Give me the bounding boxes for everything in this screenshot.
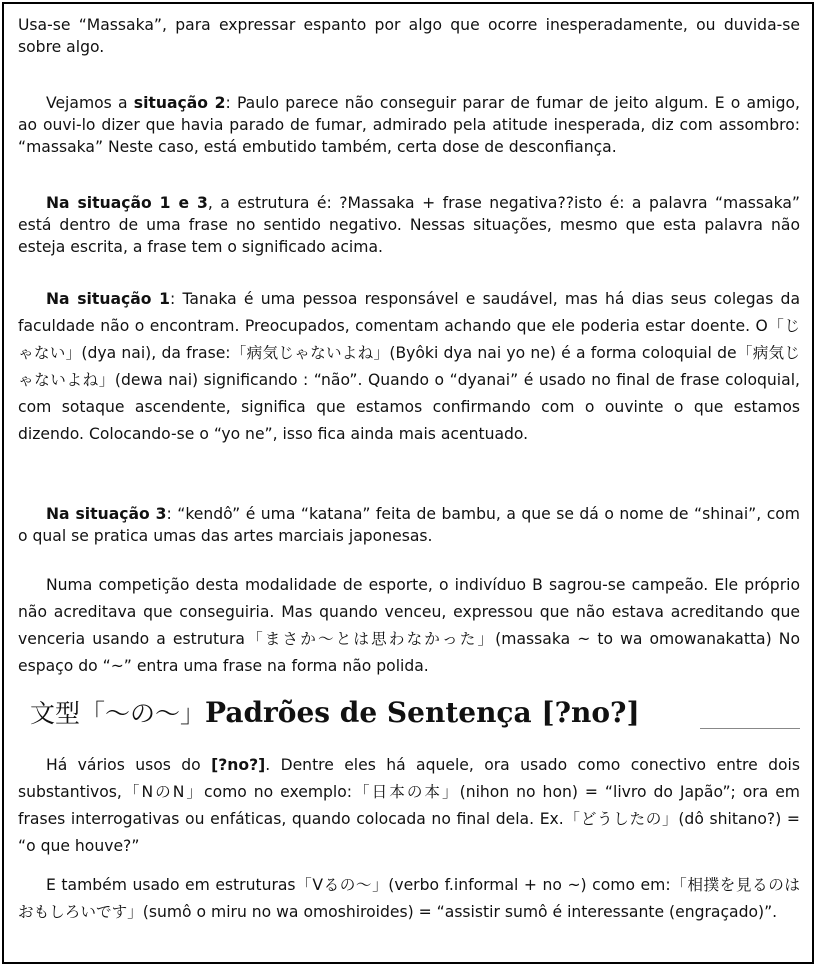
paragraph-text: Vejamos a [46, 94, 134, 112]
heading-underline [700, 728, 800, 729]
bold-term: Na situação 3 [46, 505, 167, 523]
paragraph-situation-1 [18, 286, 800, 448]
bold-term: Na situação 1 e 3 [46, 194, 208, 212]
paragraph-v-ru-no [18, 872, 800, 926]
paragraph-text: Usa-se “Massaka”, para expressar espanto por algo que ocorre inesperadamente, ou duvida-se sobre algo. [18, 16, 800, 56]
paragraph-text: : Paulo parece não conseguir parar de fumar de jeito algum. E o amigo, ao ouvi-lo dizer que havia parado de fumar, admirado pela atitude inesperada, diz com assombro: “massaka” Neste caso, está embutido também, certa dose de desconfiança. [18, 94, 801, 156]
paragraph-text: , a estrutura é: ?Massaka + frase negativa??isto é: a palavra “massaka” está dentro de uma frase no sentido negativo. Nessas situações, mesmo que esta palavra não esteja escrita, a frase tem o significado acima. [18, 194, 801, 256]
section-heading [30, 694, 640, 730]
heading-japanese: 文型「〜の〜」 [30, 699, 206, 728]
paragraph-text: Há vários usos do [46, 756, 212, 774]
paragraph-text: E também usado em estruturas「Vるの〜」(verbo f.informal + no ~) como em:「相撲を見るのはおもしろいです」(sumô o miru no wa omoshiroides) = “assistir sumô é interessante (engraçado)”. [18, 876, 800, 921]
bold-term: situação 2 [133, 94, 226, 112]
paragraph-situation-2 [18, 92, 800, 158]
paragraph-massaka-intro [18, 14, 800, 58]
paragraph-situation-1-3 [18, 192, 800, 258]
paragraph-situation-3 [18, 503, 800, 547]
bold-term: Na situação 1 [46, 290, 170, 308]
paragraph-text: : Tanaka é uma pessoa responsável e saudável, mas há dias seus colegas da faculdade não o encontram. Preocupados, comentam achando que ele poderia estar doente. O「じゃない」(dya nai), da frase:「病気じゃないよね」(Byôki dya nai yo ne) é a forma coloquial de「病気じゃないよね」(dewa nai) significando : “não”. Quando o “dyanai” é usado no final de frase coloquial, com sotaque ascendente, significa que estamos confirmando com o ouvinte o que estamos dizendo. Colocando-se o “yo ne”, isso fica ainda mais acentuado. [18, 290, 801, 443]
heading-portuguese: Padrões de Sentença [?no?] [205, 696, 640, 729]
paragraph-text: : “kendô” é uma “katana” feita de bambu, a que se dá o nome de “shinai”, com o qual se pratica umas das artes marciais japonesas. [18, 505, 800, 545]
paragraph-competition [18, 572, 800, 680]
paragraph-text: . Dentre eles há aquele, ora usado como conectivo entre dois substantivos,「NのN」como no exemplo:「日本の本」(nihon no hon) = “livro do Japão”; ora em frases interrogativas ou enfáticas, quando colocada no final dela. Ex.「どうしたの」(dô shitano?) = “o que houve?” [18, 756, 800, 855]
bold-term: [?no?] [211, 756, 266, 774]
paragraph-no-usage [18, 752, 800, 860]
paragraph-text: Numa competição desta modalidade de esporte, o indivíduo B sagrou-se campeão. Ele próprio não acreditava que conseguiria. Mas quando venceu, expressou que não estava acreditando que venceria usando a estrutura「まさか〜とは思わなかった」(massaka ~ to wa omowanakatta) No espaço do “~” entra uma frase na forma não polida. [18, 576, 800, 675]
